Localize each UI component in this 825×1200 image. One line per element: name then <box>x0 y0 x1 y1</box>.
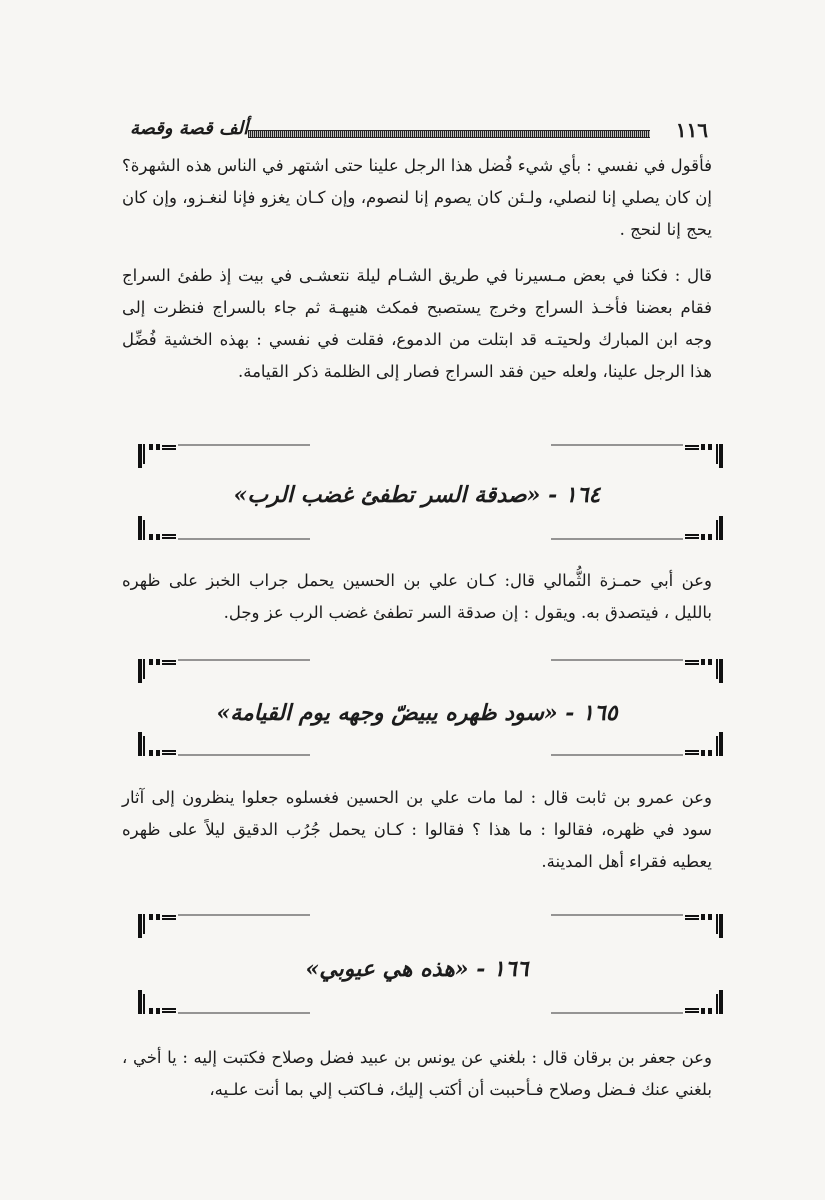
page-number: ١١٦ <box>675 118 708 142</box>
paragraph-2: قال : فكنا في بعض مـسيرنا في طريق الشـام ليلة نتعشـى في بيت إذ طفئ السراج فقام بعضنا فأخـذ السراج وخرج يستصبح فمكث هنيهـة ثم جاء بالسراج فنظرت إلى وجه ابن المبارك ولحيتـه قد ابتلت من الدموع، فقلت في نفسي : بهذه الخشية فُضِّل هذا الرجل علينا، ولعله حين فقد السراج فصار إلى الظلمة ذكر القيامة. <box>122 266 712 381</box>
header-rule <box>248 130 650 138</box>
running-header <box>130 118 708 142</box>
ornament-top-165 <box>138 655 723 685</box>
paragraph-5: وعن جعفر بن برقان قال : بلغني عن يونس بن عبيد فضل وصلاح فكتبت إليه : يا أخي ، بلغني عنك فـضل وصلاح فـأحببت أن أكتب إليك، فـاكتب إلي بما أنت علـيه، <box>122 1048 712 1099</box>
book-title: ألف قصة وقصة <box>130 118 249 139</box>
ornament-bottom-164 <box>138 514 723 544</box>
section-title-164: ١٦٤ - «صدقة السر تطفئ غضب الرب» <box>233 482 601 508</box>
paragraph-3: وعن أبي حمـزة الثُّمالي قال: كـان علي بن الحسين يحمل جراب الخبز على ظهره بالليل ، فيتصدق به. ويقول : إن صدقة السر تطفئ غضب الرب عز وجل. <box>122 571 712 622</box>
section-title-166: ١٦٦ - «هذه هي عيوبي» <box>305 956 529 982</box>
ornament-top-166 <box>138 910 723 940</box>
section-title-165: ١٦٥ - «سود ظهره يبيضّ وجهه يوم القيامة» <box>216 700 618 726</box>
ornament-top-164 <box>138 440 723 470</box>
paragraph-4: وعن عمرو بن ثابت قال : لما مات علي بن الحسين فغسلوه جعلوا ينظرون إلى آثار سود في ظهره، فقالوا : ما هذا ؟ فقالوا : كـان يحمل جُرُب الدقيق ليلاً على ظهره يعطيه فقراء أهل المدينة. <box>122 788 712 871</box>
paragraph-1: فأقول في نفسي : بأي شيء فُضل هذا الرجل علينا حتى اشتهر في الناس هذه الشهرة؟ إن كان يصلي إنا لنصلي، ولـئن كان يصوم إنا لنصوم، وإن كـان يغزو فإنا لنغـزو، وإن كان يحج إنا لنحج . <box>122 156 712 239</box>
ornament-bottom-166 <box>138 988 723 1018</box>
ornament-bottom-165 <box>138 730 723 760</box>
